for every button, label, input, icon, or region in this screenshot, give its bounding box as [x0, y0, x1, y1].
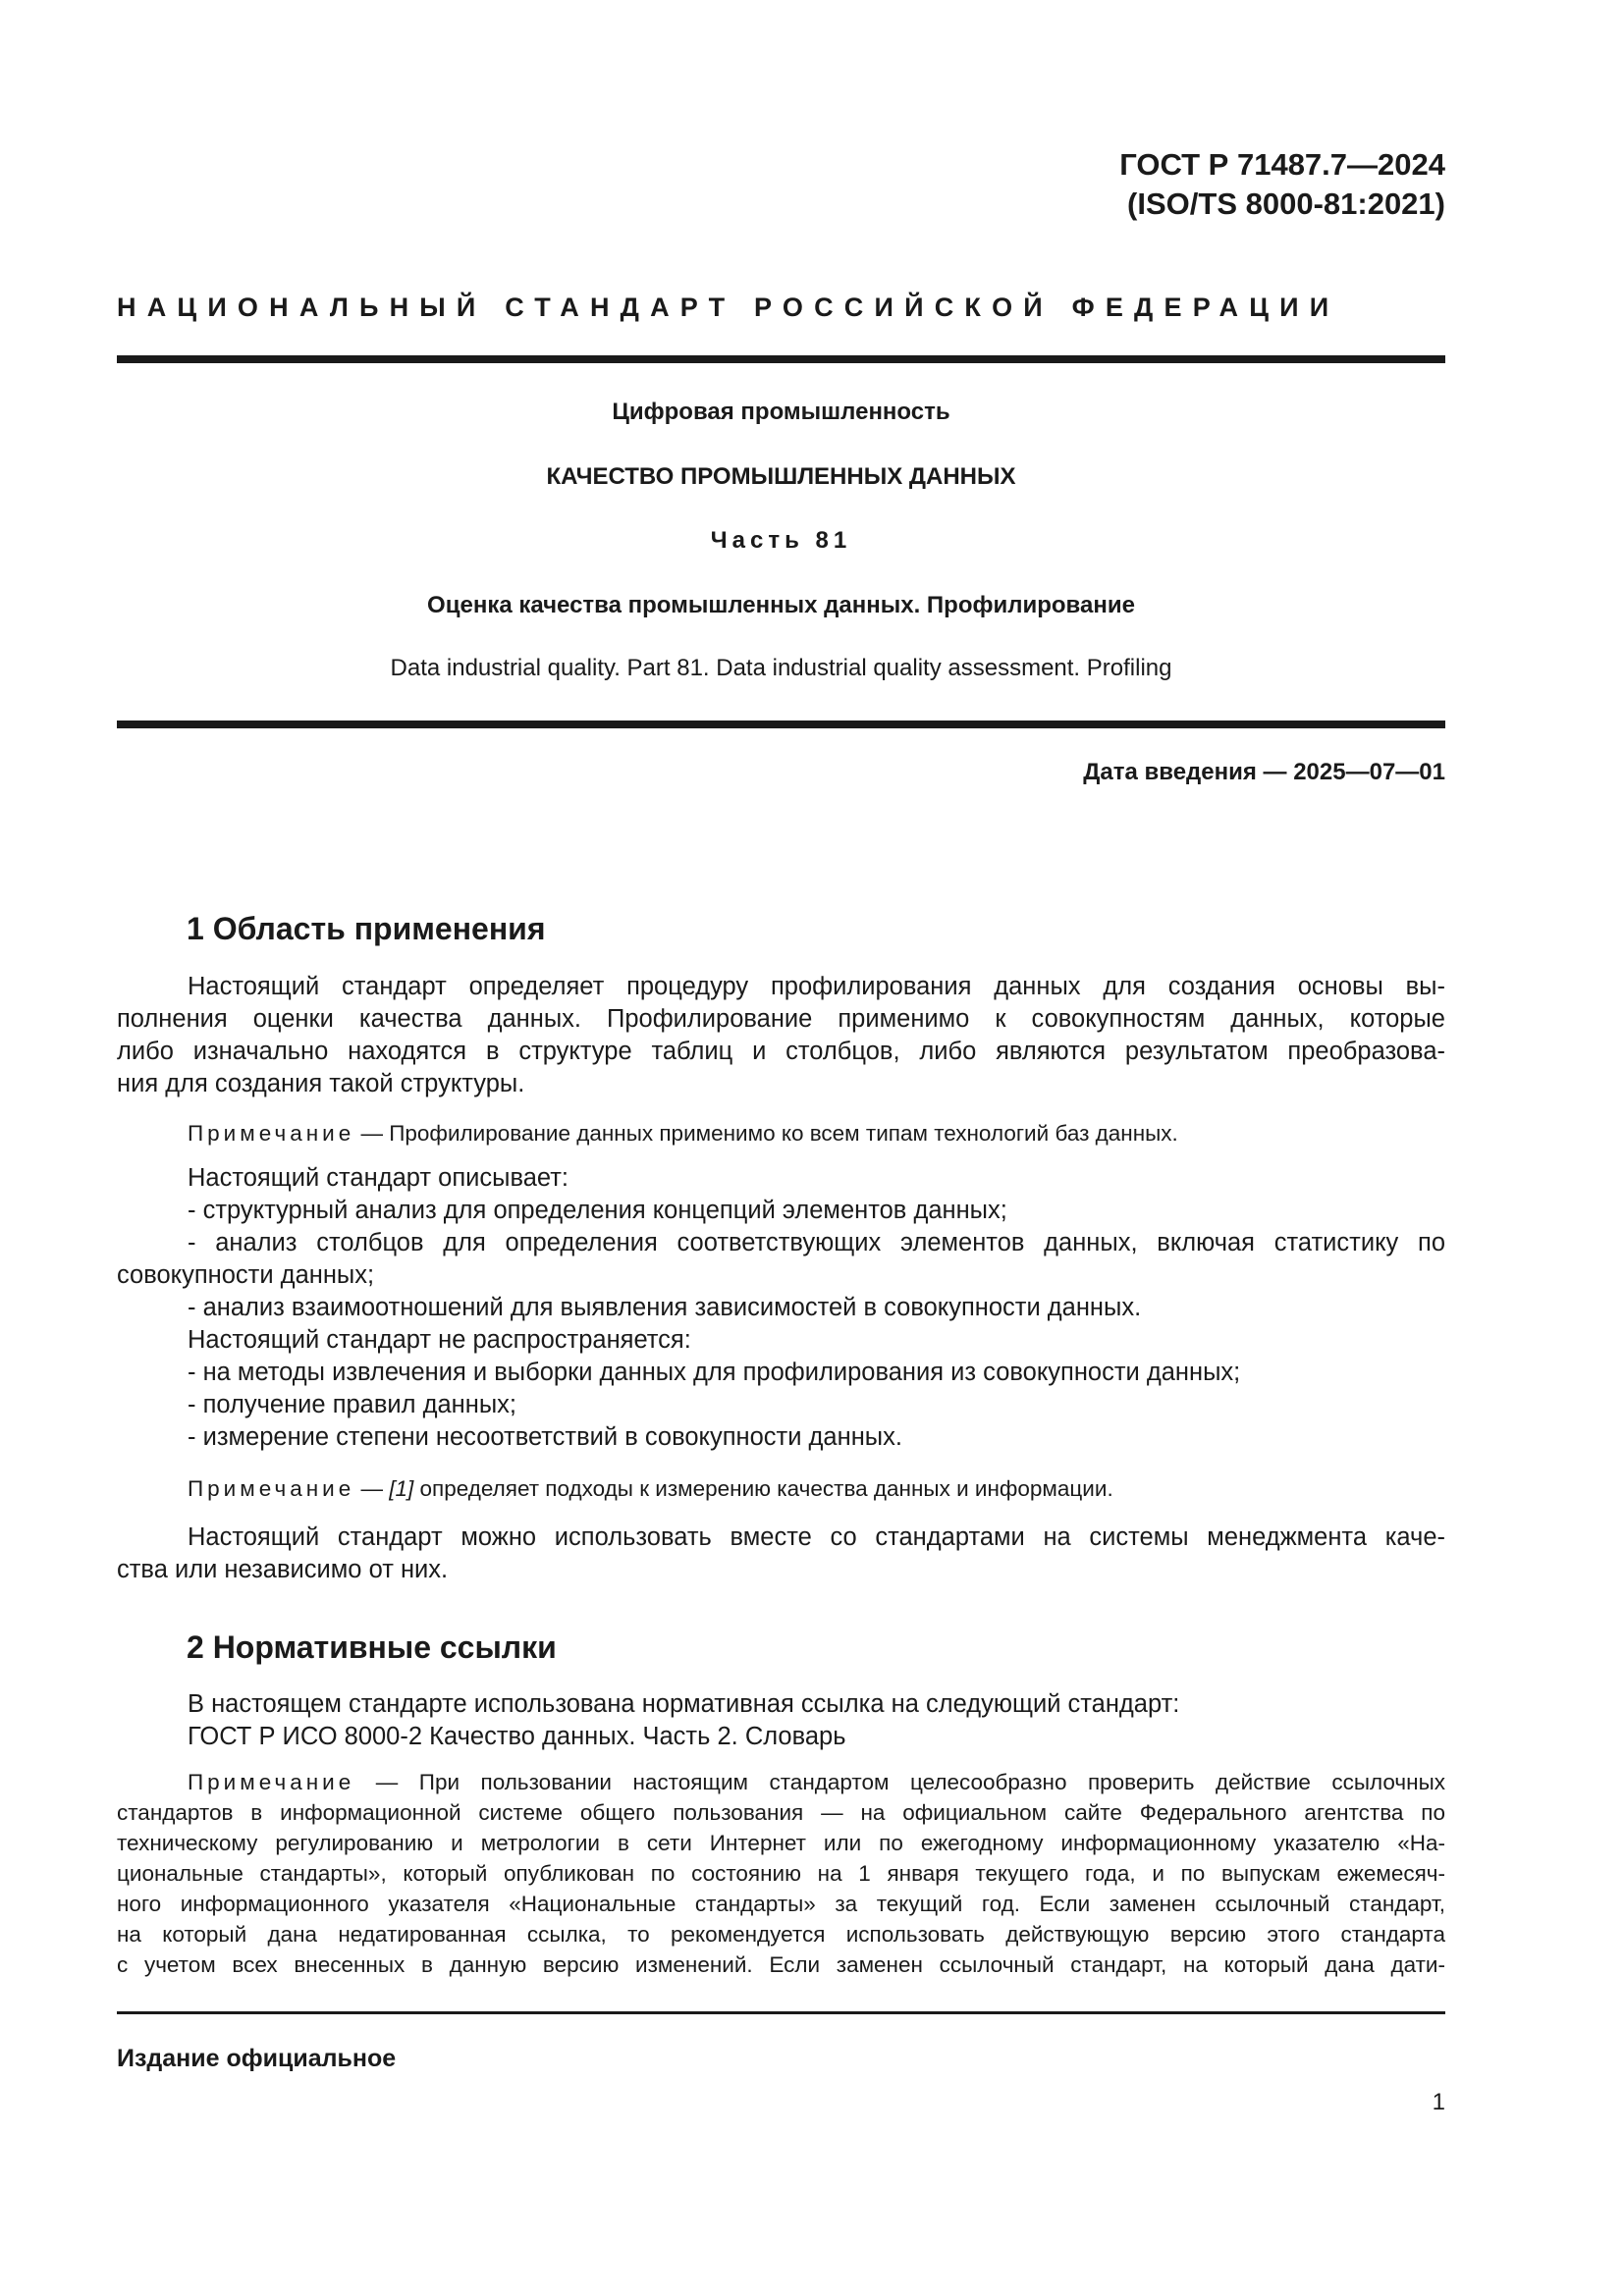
national-standard-banner: НАЦИОНАЛЬНЫЙ СТАНДАРТ РОССИЙСКОЙ ФЕДЕРАЦИИ [117, 293, 1340, 322]
note-line: техническому регулированию и метрологии в сети Интернет или по ежегодному информационному указателю «На- [117, 1831, 1445, 1855]
bibliography-reference: [1] [389, 1476, 414, 1501]
footer-divider [117, 2011, 1445, 2014]
section-1-paragraph-1 [117, 971, 1445, 1100]
title-category: Цифровая промышленность [612, 399, 950, 425]
text-line: Настоящий стандарт не распространяется: [188, 1326, 691, 1354]
list-item: - анализ столбцов для определения соответствующих элементов данных, включая статистику по [188, 1229, 1445, 1256]
list-item: - измерение степени несоответствий в совокупности данных. [188, 1423, 902, 1451]
text-line: ния для создания такой структуры. [117, 1070, 525, 1097]
section-2-note [117, 1767, 1445, 1980]
title-english: Data industrial quality. Part 81. Data industrial quality assessment. Profiling [390, 655, 1172, 681]
title-main: КАЧЕСТВО ПРОМЫШЛЕННЫХ ДАННЫХ [546, 463, 1016, 490]
note-text: определяет подходы к измерению качества данных и информации. [413, 1476, 1113, 1501]
text-line: полнения оценки качества данных. Профилирование применимо к совокупностям данных, которые [117, 1005, 1445, 1033]
section-1-scope-list [117, 1162, 1445, 1454]
top-divider [117, 355, 1445, 363]
title-part: Часть 81 [710, 527, 852, 554]
note-text: — При пользовании настоящим стандартом целесообразно проверить действие ссылочных [354, 1770, 1445, 1794]
section-1-paragraph-last [117, 1522, 1445, 1586]
note-line: стандартов в информационной системе общего пользования — на официальном сайте Федерального агентства по [117, 1800, 1445, 1825]
note-line: циональные стандарты», который опубликован по состоянию на 1 января текущего года, и по выпускам ежемесяч- [117, 1861, 1445, 1886]
text-line: Настоящий стандарт описывает: [188, 1164, 568, 1192]
note-label: Примечание [188, 1770, 355, 1794]
title-divider [117, 721, 1445, 728]
note-1 [117, 1118, 1516, 1148]
note-line: ного информационного указателя «Национальные стандарты» за текущий год. Если заменен ссылочный стандарт, [117, 1892, 1445, 1916]
normative-reference: ГОСТ Р ИСО 8000-2 Качество данных. Часть 2. Словарь [188, 1723, 846, 1750]
list-item: - структурный анализ для определения концепций элементов данных; [188, 1197, 1007, 1224]
text-line: Настоящий стандарт определяет процедуру профилирования данных для создания основы вы- [188, 973, 1445, 1000]
note-line: на который дана недатированная ссылка, то рекомендуется использовать действующую версию этого стандарта [117, 1922, 1445, 1947]
list-item: - анализ взаимоотношений для выявления зависимостей в совокупности данных. [188, 1294, 1142, 1321]
list-item: - получение правил данных; [188, 1391, 517, 1418]
note-line [117, 1767, 1445, 1797]
note-text: — Профилирование данных применимо ко всем типам технологий баз данных. [354, 1121, 1178, 1146]
note-label: Примечание [188, 1121, 355, 1146]
note-label: Примечание [188, 1476, 355, 1501]
text-line: ства или независимо от них. [117, 1556, 449, 1583]
list-item: - на методы извлечения и выборки данных для профилирования из совокупности данных; [188, 1359, 1241, 1386]
section-2-paragraph [117, 1688, 1445, 1753]
note-2 [117, 1473, 1516, 1504]
section-1-heading: 1 Область применения [187, 911, 546, 946]
text-line: либо изначально находятся в структуре таблиц и столбцов, либо являются результатом преобразова- [117, 1038, 1445, 1065]
official-edition-label: Издание официальное [117, 2045, 397, 2072]
list-item-continuation: совокупности данных; [117, 1261, 375, 1289]
note-line: с учетом всех внесенных в данную версию изменений. Если заменен ссылочный стандарт, на который дана дати- [117, 1952, 1445, 1977]
standard-code-line1: ГОСТ Р 71487.7—2024 [1119, 147, 1445, 182]
standard-code [884, 145, 1445, 224]
section-2-heading: 2 Нормативные ссылки [187, 1629, 557, 1665]
note-dash: — [354, 1476, 390, 1501]
text-line: В настоящем стандарте использована нормативная ссылка на следующий стандарт: [188, 1690, 1180, 1718]
text-line: Настоящий стандарт можно использовать вместе со стандартами на системы менеджмента каче- [188, 1523, 1445, 1551]
title-subtitle: Оценка качества промышленных данных. Профилирование [427, 592, 1135, 618]
introduction-date: Дата введения — 2025—07—01 [1083, 759, 1445, 785]
page-number: 1 [1432, 2089, 1445, 2115]
standard-code-line2: (ISO/TS 8000-81:2021) [1127, 187, 1445, 221]
